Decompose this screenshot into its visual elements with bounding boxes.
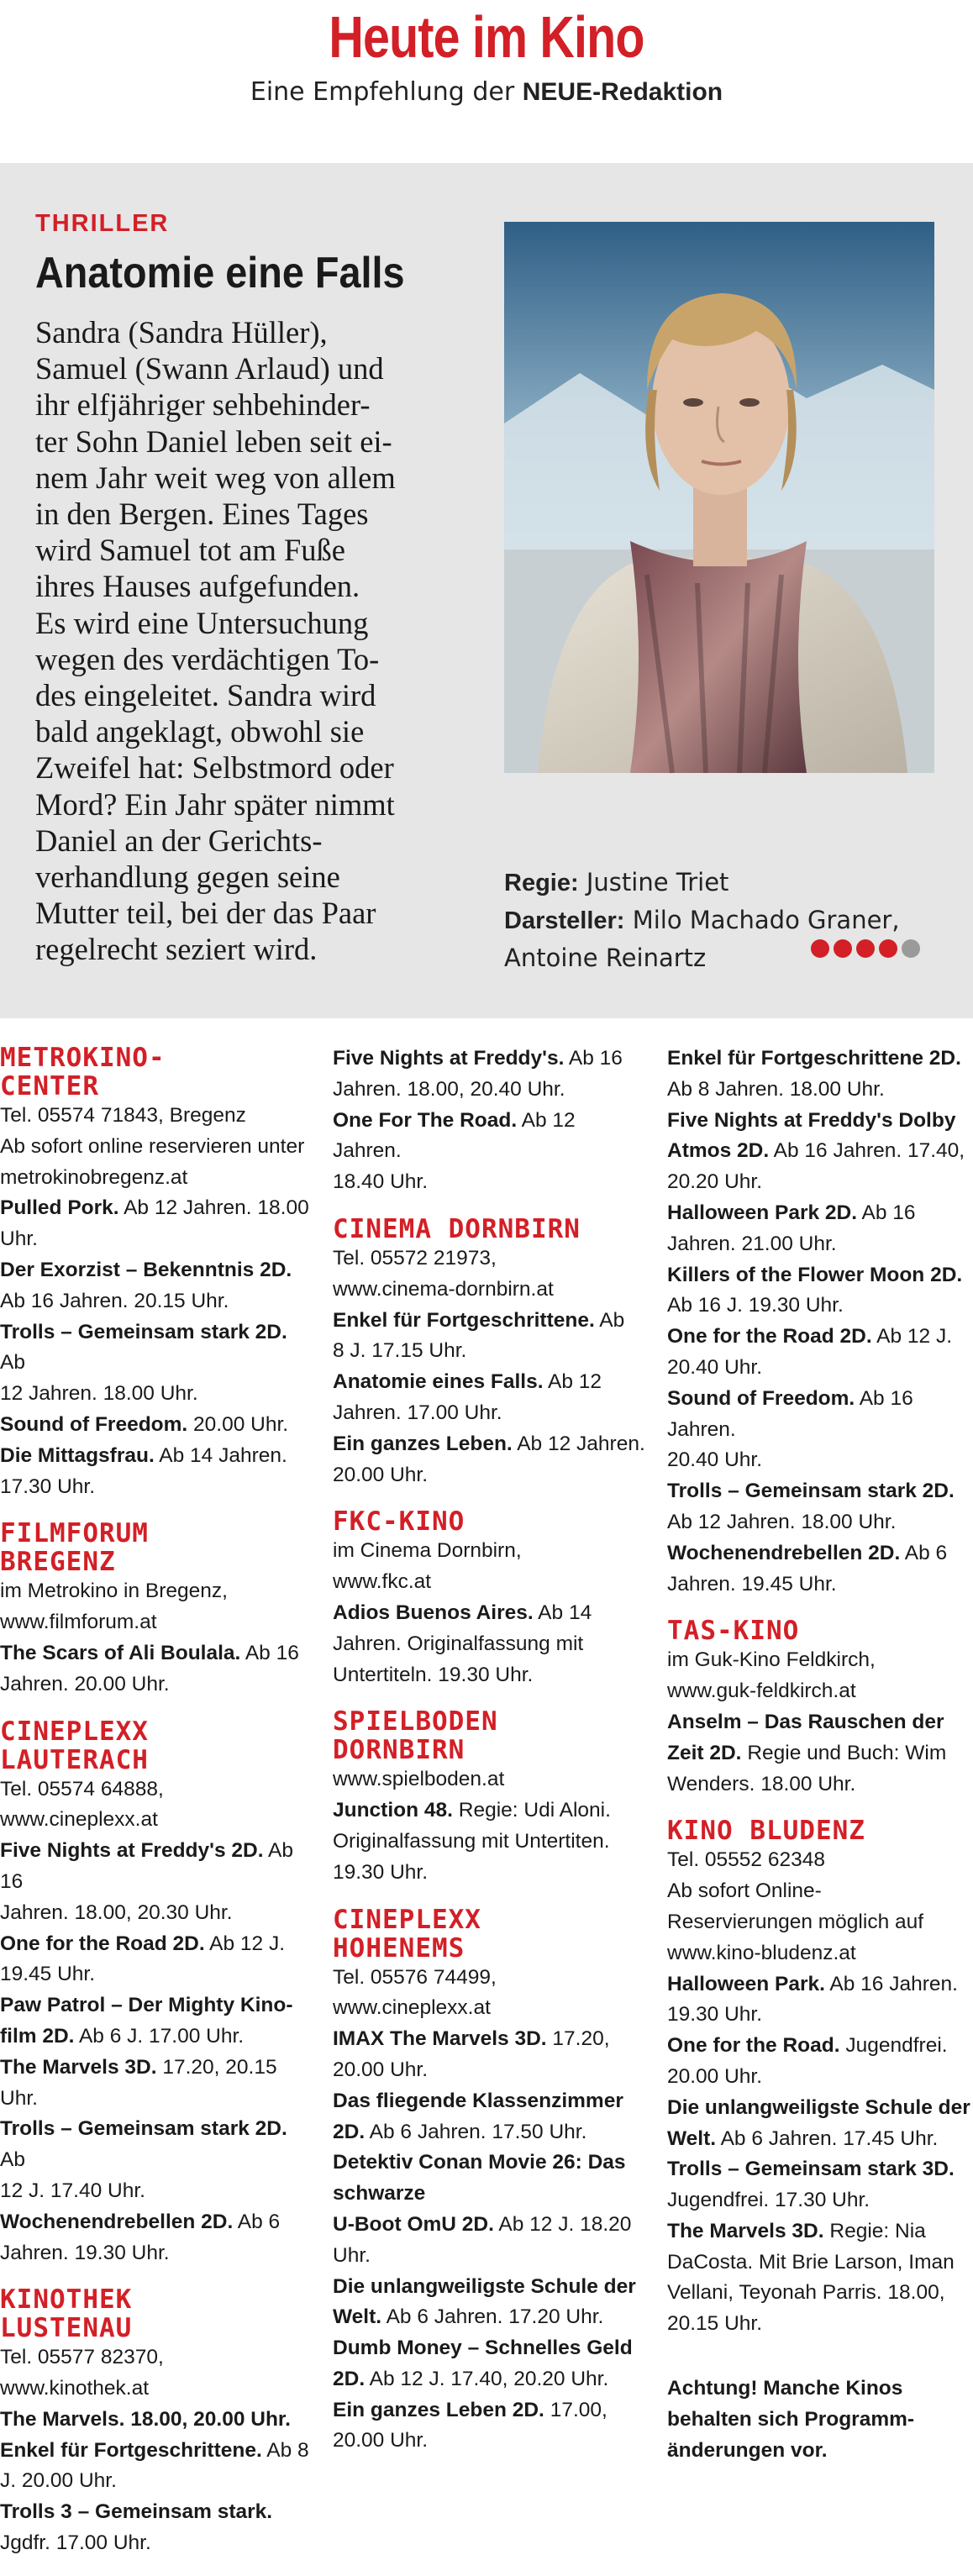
cinema-info-line: www.cineplexx.at bbox=[0, 1808, 158, 1832]
movie-entry-title: The Marvels. 18.00, 20.00 Uhr. bbox=[0, 2407, 291, 2431]
cinema-info-line: metrokinobregenz.at bbox=[0, 1165, 188, 1189]
program-change-note: Achtung! Manche Kinos behalten sich Programm- änderungen vor. bbox=[667, 2377, 915, 2462]
movie-entry bbox=[0, 2053, 309, 2115]
cinema-name: KINOTHEK LUSTENAU bbox=[0, 2284, 133, 2344]
movie-entry-details: Ab 14 Jahren. 17.30 Uhr. bbox=[0, 1443, 287, 1498]
movie-entry bbox=[667, 1106, 973, 1198]
movie-entry bbox=[333, 2086, 645, 2148]
movie-entry-details: Ab 12 Jahren. 20.00 Uhr. bbox=[333, 1432, 645, 1486]
movie-entry-title: Halloween Park 2D. bbox=[667, 1201, 858, 1224]
cinema-info-line: Ab sofort online reservieren unter bbox=[0, 1134, 305, 1158]
cinema-listings bbox=[0, 1043, 973, 2555]
movie-entry bbox=[333, 1367, 645, 1429]
movie-entry-title: Der Exorzist – Bekenntnis 2D. bbox=[0, 1258, 292, 1281]
movie-entry-details: Jgdfr. 17.00 Uhr. bbox=[0, 2531, 151, 2555]
subtitle-brand: NEUE-Redaktion bbox=[522, 78, 723, 106]
cinema-info-line: www.spielboden.at bbox=[333, 1768, 505, 1791]
rating-dot-empty bbox=[902, 939, 920, 958]
cinema-info-line: Ab sofort Online- bbox=[667, 1879, 822, 1903]
cinema-name: CINEPLEXX LAUTERACH bbox=[0, 1716, 149, 1775]
movie-entry bbox=[667, 2031, 973, 2093]
cinema-info-line: www.filmforum.at bbox=[0, 1611, 157, 1634]
movie-entry-details: Ab 8 J. 20.00 Uhr. bbox=[0, 2438, 309, 2493]
movie-entry-details: Ab 16 Jahren. 20.15 Uhr. bbox=[0, 1289, 229, 1312]
movie-entry-details: Ab 16 Jahren. 20.40 Uhr. bbox=[667, 1386, 913, 1472]
movie-entry bbox=[667, 2093, 973, 2155]
director-name: Justine Triet bbox=[586, 868, 729, 896]
movie-entry-details: Ab 16 Jahren. 20.00 Uhr. bbox=[0, 1641, 299, 1695]
cinema-info-line: Tel. 05574 64888, bbox=[0, 1777, 164, 1801]
cinema-block bbox=[667, 1617, 973, 1800]
movie-entry bbox=[667, 2216, 973, 2340]
movie-entry-title: Trolls – Gemeinsam stark 2D. bbox=[0, 2117, 287, 2141]
rating-dot-filled bbox=[879, 939, 897, 958]
cast-names-2: Antoine Reinartz bbox=[504, 944, 707, 972]
cinema-name: SPIELBODEN DORNBIRN bbox=[333, 1706, 498, 1766]
movie-entry bbox=[0, 1317, 309, 1410]
movie-entry-details: Regie und Buch: Wim Wenders. 18.00 Uhr. bbox=[667, 1741, 947, 1795]
cinema-name: KINO BLUDENZ bbox=[667, 1816, 865, 1847]
movie-entry bbox=[0, 1193, 309, 1255]
movie-entry-details: Ab 6 Jahren. 17.45 Uhr. bbox=[720, 2127, 939, 2150]
movie-entry-title: Adios Buenos Aires. bbox=[333, 1601, 534, 1624]
movie-entry-title: Enkel für Fortgeschrittene. bbox=[333, 1308, 595, 1332]
movie-entry-title: Wochenendrebellen 2D. bbox=[667, 1541, 901, 1564]
director-label: Regie: bbox=[504, 870, 579, 896]
movie-entry-title: Wochenendrebellen 2D. bbox=[0, 2210, 234, 2233]
movie-entry bbox=[667, 1044, 973, 1106]
cinema-info-line: Tel. 05574 71843, Bregenz bbox=[0, 1104, 246, 1127]
cinema-name: FILMFORUM BREGENZ bbox=[0, 1518, 149, 1578]
movie-entry bbox=[333, 1429, 645, 1491]
movie-entry-title: Die Mittagsfrau. bbox=[0, 1443, 155, 1467]
movie-entry bbox=[667, 1969, 973, 2032]
cinema-name: METROKINO- CENTER bbox=[0, 1043, 166, 1101]
cinema-info-line: Tel. 05577 82370, bbox=[0, 2346, 164, 2369]
movie-entry-title: Die unlangweiligste Schule der Welt. bbox=[667, 2095, 970, 2150]
movie-entry-details: Regie: Udi Aloni. Originalfassung mit Untertiten. 19.30 Uhr. bbox=[333, 1799, 611, 1884]
movie-entry-details: 20.00 Uhr. bbox=[193, 1412, 289, 1436]
movie-credits bbox=[504, 864, 941, 976]
movie-entry bbox=[333, 1306, 645, 1368]
movie-entry-title: Ein ganzes Leben 2D. bbox=[333, 2398, 544, 2421]
cinema-name: CINEMA DORNBIRN bbox=[333, 1213, 581, 1244]
movie-entry bbox=[0, 1441, 309, 1503]
movie-entry bbox=[667, 1260, 973, 1322]
page-subtitle bbox=[0, 76, 973, 109]
movie-entry bbox=[0, 2405, 309, 2436]
movie-entry-details: Ab 16 J. 19.30 Uhr. bbox=[667, 1294, 844, 1317]
movie-entry bbox=[0, 1929, 309, 1991]
movie-entry-title: One for the Road 2D. bbox=[0, 1932, 205, 1955]
movie-entry-details: Ab 12 J. 20.40 Uhr. bbox=[667, 1325, 953, 1379]
movie-entry-title: The Marvels 3D. bbox=[0, 2055, 157, 2079]
rating-dots bbox=[811, 939, 920, 958]
movie-entry-details: Ab 16 Jahren. 17.40, 20.20 Uhr. bbox=[667, 1139, 965, 1194]
movie-entry-details: Ab 6 Jahren. 17.20 Uhr. bbox=[386, 2305, 604, 2329]
cinema-block bbox=[333, 1044, 645, 1198]
movie-entry-title: Trolls – Gemeinsam stark 2D. bbox=[667, 1480, 955, 1503]
movie-synopsis: Sandra (Sandra Hüller), Samuel (Swann Arlaud) und ihr elfjähriger sehbehinder- ter Sohn Daniel leben seit ei- nem Jahr weit weg von allem in den Bergen. Eines Tages wird Samuel tot am Fuße ihres Hauses aufgefunden. Es wird eine Untersuchung wegen des verdächtigen To- des eingeleitet. Sandra wird bald angeklagt, obwohl sie Zweifel hat: Selbstmord oder Mord? Ein Jahr später nimmt Daniel an der Gerichts- verhandlung gegen seine Mutter teil, bei der das Paar regelrecht seziert wird. bbox=[35, 315, 396, 967]
cinema-info-line: Tel. 05552 62348 bbox=[667, 1848, 825, 1872]
movie-entry bbox=[333, 2272, 645, 2334]
movie-entry-title: Detektiv Conan Movie 26: Das schwarze U-Boot OmU 2D. bbox=[333, 2151, 626, 2236]
movie-entry-details: 17.20, 20.15 Uhr. bbox=[0, 2055, 277, 2110]
movie-title: Anatomie eine Falls bbox=[35, 249, 405, 297]
movie-entry-title: One for the Road. bbox=[667, 2034, 840, 2058]
movie-entry-details: Ab 16 Jahren. 18.00, 20.30 Uhr. bbox=[0, 1839, 293, 1924]
cinema-block bbox=[333, 1215, 645, 1490]
movie-entry-details: Ab 12 J. 19.45 Uhr. bbox=[0, 1932, 286, 1986]
cinema-block bbox=[0, 2285, 309, 2559]
movie-entry bbox=[0, 1255, 309, 1317]
movie-entry-details: Ab 12 Jahren. 18.00 Uhr. bbox=[0, 1196, 309, 1251]
cinema-info-line: im Guk-Kino Feldkirch, bbox=[667, 1648, 876, 1672]
listing-column-2 bbox=[333, 1044, 645, 2473]
cinema-name: FKC-KINO bbox=[333, 1506, 465, 1538]
movie-entry-details: 17.00, 20.00 Uhr. bbox=[333, 2398, 607, 2452]
movie-still-image bbox=[504, 222, 934, 773]
movie-entry bbox=[667, 1198, 973, 1260]
cinema-name: TAS-KINO bbox=[667, 1616, 800, 1647]
movie-entry-title: Anatomie eines Falls. bbox=[333, 1370, 544, 1394]
movie-entry bbox=[0, 2497, 309, 2559]
movie-entry bbox=[667, 2154, 973, 2216]
cinema-block bbox=[0, 1519, 309, 1700]
movie-entry bbox=[333, 2024, 645, 2086]
movie-entry-title: Five Nights at Freddy's. bbox=[333, 1047, 565, 1070]
page-header bbox=[0, 0, 973, 126]
cinema-info-line: im Cinema Dornbirn, bbox=[333, 1539, 522, 1563]
movie-entry-details: Ab 12 J. 17.40 Uhr. bbox=[0, 2148, 145, 2202]
movie-genre: THRILLER bbox=[35, 210, 170, 237]
movie-entry-title: Das fliegende Klassenzimmer 2D. bbox=[333, 2089, 623, 2143]
movie-entry-details: Ab 12 J. 17.40, 20.20 Uhr. bbox=[369, 2367, 609, 2390]
featured-movie bbox=[0, 163, 973, 1018]
cinema-info-line: Tel. 05572 21973, bbox=[333, 1246, 497, 1270]
rating-dot-filled bbox=[811, 939, 829, 958]
movie-entry-title: Sound of Freedom. bbox=[667, 1386, 855, 1410]
movie-entry-title: Trolls – Gemeinsam stark 2D. bbox=[0, 1320, 287, 1343]
rating-dot-filled bbox=[856, 939, 875, 958]
movie-entry-title: Pulled Pork. bbox=[0, 1196, 119, 1220]
movie-entry-title: IMAX The Marvels 3D. bbox=[333, 2027, 547, 2051]
movie-entry-title: Enkel für Fortgeschrittene. bbox=[0, 2438, 262, 2462]
cinema-info-line: im Metrokino in Bregenz, bbox=[0, 1580, 228, 1603]
cinema-block bbox=[333, 1906, 645, 2458]
cinema-info-line: Tel. 05576 74499, bbox=[333, 1965, 497, 1989]
movie-entry bbox=[667, 1707, 973, 1800]
movie-entry bbox=[0, 2436, 309, 2498]
movie-entry-details: Ab 16 Jahren. 21.00 Uhr. bbox=[667, 1201, 916, 1255]
movie-entry bbox=[667, 1384, 973, 1476]
movie-entry-details: Jugendfrei. 17.30 Uhr. bbox=[667, 2189, 870, 2212]
movie-entry bbox=[333, 1598, 645, 1690]
cast-label: Darsteller: bbox=[504, 907, 625, 934]
movie-entry bbox=[333, 2333, 645, 2395]
movie-entry-title: Ein ganzes Leben. bbox=[333, 1432, 513, 1455]
cinema-info-line: www.kinothek.at bbox=[0, 2377, 150, 2400]
movie-entry-title: Halloween Park. bbox=[667, 1972, 825, 1995]
cinema-info-line: www.cinema-dornbirn.at bbox=[333, 1277, 554, 1301]
movie-entry-details: Ab 14 Jahren. Originalfassung mit Untertiteln. 19.30 Uhr. bbox=[333, 1601, 592, 1686]
cinema-info-line: www.kino-bludenz.at bbox=[667, 1941, 856, 1964]
movie-entry-title: Five Nights at Freddy's 2D. bbox=[0, 1839, 264, 1863]
movie-still-illustration bbox=[504, 222, 934, 773]
movie-entry-details: Ab 12 Jahren. 18.40 Uhr. bbox=[333, 1108, 576, 1194]
movie-entry-details: Ab 12 Jahren. 18.00 Uhr. bbox=[0, 1351, 198, 1406]
rating-dot-filled bbox=[834, 939, 852, 958]
cinema-info-line: Reservierungen möglich auf bbox=[667, 1910, 924, 1933]
movie-entry bbox=[333, 2395, 645, 2458]
director-line bbox=[504, 864, 941, 902]
movie-entry bbox=[0, 2114, 309, 2206]
movie-entry bbox=[667, 1538, 973, 1601]
movie-entry bbox=[0, 1638, 309, 1701]
page-title: Heute im Kino bbox=[329, 4, 644, 70]
movie-entry bbox=[0, 1410, 309, 1441]
movie-entry-details: Ab 6 Jahren. 19.30 Uhr. bbox=[0, 2210, 281, 2264]
movie-entry-title: Paw Patrol – Der Mighty Kino- film 2D. bbox=[0, 1994, 293, 2048]
movie-entry-title: Anselm – Das Rauschen der Zeit 2D. bbox=[667, 1710, 944, 1764]
cinema-block bbox=[0, 1044, 309, 1502]
movie-entry-title: Killers of the Flower Moon 2D. bbox=[667, 1263, 963, 1286]
listing-column-1 bbox=[0, 1044, 309, 2576]
movie-entry bbox=[333, 1106, 645, 1198]
movie-entry-title: Trolls 3 – Gemeinsam stark. bbox=[0, 2500, 273, 2524]
cinema-info-line: www.cineplexx.at bbox=[333, 1996, 491, 2020]
cinema-block bbox=[333, 1507, 645, 1690]
movie-entry bbox=[333, 1795, 645, 1888]
movie-entry-title: Junction 48. bbox=[333, 1799, 453, 1822]
movie-entry-details: Ab 12 Jahren. 17.00 Uhr. bbox=[333, 1370, 602, 1424]
movie-entry-title: One For The Road. bbox=[333, 1108, 518, 1132]
movie-entry bbox=[667, 1322, 973, 1384]
movie-entry-title: Five Nights at Freddy's Dolby Atmos 2D. bbox=[667, 1108, 956, 1163]
listing-column-3 bbox=[667, 1044, 973, 2466]
cinema-info-line: www.guk-feldkirch.at bbox=[667, 1680, 856, 1703]
movie-entry-details: Ab 12 J. 18.20 Uhr. bbox=[333, 2212, 632, 2267]
movie-entry bbox=[333, 2148, 645, 2271]
movie-entry-title: Enkel für Fortgeschrittene 2D. bbox=[667, 1047, 961, 1070]
movie-entry-details: Ab 16 Jahren. 19.30 Uhr. bbox=[667, 1972, 958, 2027]
cinema-block bbox=[667, 1816, 973, 2340]
movie-entry-title: Die unlangweiligste Schule der Welt. bbox=[333, 2274, 636, 2329]
movie-entry-title: The Marvels 3D. bbox=[667, 2219, 824, 2242]
movie-entry-details: Ab 8 Jahren. 18.00 Uhr. bbox=[667, 1077, 885, 1101]
movie-entry-title: Sound of Freedom. bbox=[0, 1412, 188, 1436]
movie-entry bbox=[667, 1476, 973, 1538]
movie-entry-details: Ab 8 J. 17.15 Uhr. bbox=[333, 1308, 625, 1363]
cinema-block bbox=[667, 1044, 973, 1600]
cinema-name: CINEPLEXX HOHENEMS bbox=[333, 1904, 481, 1964]
cast-line bbox=[504, 902, 941, 939]
movie-entry bbox=[0, 1836, 309, 1928]
movie-entry-details: Ab 12 Jahren. 18.00 Uhr. bbox=[667, 1510, 897, 1533]
movie-entry bbox=[0, 2207, 309, 2269]
movie-entry-details: Ab 16 Jahren. 18.00, 20.40 Uhr. bbox=[333, 1047, 623, 1101]
cinema-block bbox=[333, 1707, 645, 1888]
movie-entry-details: Jugendfrei. 20.00 Uhr. bbox=[667, 2034, 948, 2088]
movie-entry-title: Dumb Money – Schnelles Geld 2D. bbox=[333, 2337, 633, 2390]
movie-entry bbox=[333, 1044, 645, 1106]
movie-entry-details: Ab 6 Jahren. 17.50 Uhr. bbox=[369, 2120, 587, 2143]
movie-entry-title: The Scars of Ali Boulala. bbox=[0, 1641, 241, 1664]
movie-entry-title: One for the Road 2D. bbox=[667, 1325, 872, 1348]
movie-entry-title: Trolls – Gemeinsam stark 3D. bbox=[667, 2158, 955, 2181]
movie-entry bbox=[0, 1990, 309, 2053]
cinema-block bbox=[0, 1717, 309, 2269]
movie-entry-details: 17.20, 20.00 Uhr. bbox=[333, 2027, 610, 2081]
cinema-info-line: www.fkc.at bbox=[333, 1570, 432, 1594]
movie-entry-details: Regie: Nia DaCosta. Mit Brie Larson, Iman Vellani, Teyonah Parris. 18.00, 20.15 Uhr. bbox=[667, 2219, 955, 2336]
movie-entry-details: Ab 6 Jahren. 19.45 Uhr. bbox=[667, 1541, 948, 1596]
movie-entry-details: Ab 6 J. 17.00 Uhr. bbox=[78, 2024, 245, 2048]
subtitle-prefix: Eine Empfehlung der bbox=[250, 77, 523, 107]
cast-names-1: Milo Machado Graner, bbox=[632, 906, 900, 934]
